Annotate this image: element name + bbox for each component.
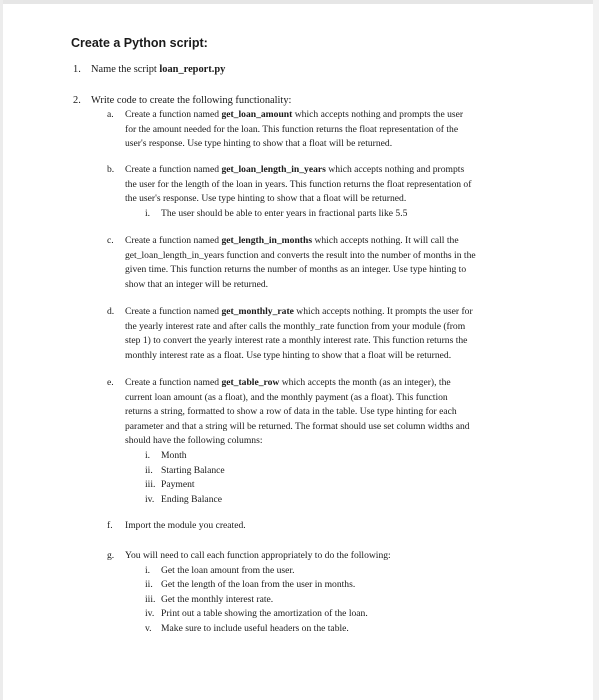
subitem-e [107,376,547,507]
subitem-f-label: f. [107,520,113,531]
subitem-e-roman-iv: iv. Ending Balance [145,493,223,505]
subitem-g-roman-iii: iii. Get the monthly interest rate. [145,593,274,605]
subitem-e-line-2: current loan amount (as a float), and the monthly payment (as a float). This function [125,391,448,403]
subitem-c-text: Create a function named [125,235,222,246]
subitem-c [107,234,547,292]
subitem-a-line-3: user's response. Use type hinting to show that a float will be returned. [125,138,393,150]
subitem-b-text-rest: which accepts nothing and prompts [325,164,465,175]
item-1-number: 1. [73,64,81,75]
item-1-script-name: loan_report.py [159,64,226,75]
subitem-e-roman-i: i. Month [145,449,187,461]
subitem-f [107,519,547,534]
item-1-text: Name the script [91,64,160,75]
subitem-g-roman-ii: ii. Get the length of the loan from the user in months. [145,579,356,591]
subitem-f-text: Import the module you created. [125,520,246,531]
subitem-d-label: d. [107,306,115,317]
document-title: Create a Python script: [71,36,208,50]
subitem-a [107,108,547,152]
item-2-number: 2. [73,95,81,106]
subitem-e-line-5: should have the following columns: [125,435,263,447]
subitem-d-text-rest: which accepts nothing. It prompts the user for [293,306,473,317]
subitem-e-text-rest: which accepts the month (as an integer), the [279,377,451,388]
subitem-c-text-rest: which accepts nothing. It will call the [312,235,459,246]
subitem-b-text: Create a function named [125,164,222,175]
subitem-a-function-name: get_loan_amount [221,109,293,120]
subitem-g-text: You will need to call each function appropriately to do the following: [125,550,391,561]
subitem-e-roman-iii: iii. Payment [145,479,195,491]
subitem-c-label: c. [107,235,114,246]
subitem-d-line-3: step 1) to convert the yearly interest rate a monthly interest rate. This function returns the [125,335,468,347]
subitem-e-text: Create a function named [125,377,222,388]
subitem-e-roman-ii: ii. Starting Balance [145,464,225,476]
subitem-b-function-name: get_loan_length_in_years [221,164,326,175]
subitem-g-label: g. [107,550,115,561]
subitem-b-roman-i: i. The user should be able to enter years in fractional parts like 5.5 [145,207,408,219]
subitem-c-line-3: given time. This function returns the number of months as an integer. Use type hinting to [125,264,467,276]
item-2-text: Write code to create the following functionality: [91,95,292,106]
subitem-d-line-2: the yearly interest rate and after calls the monthly_rate function from your module (from [125,320,466,332]
subitem-c-line-4: show that an integer will be returned. [125,278,269,290]
subitem-g-roman-iv: iv. Print out a table showing the amortization of the loan. [145,608,368,620]
subitem-c-line-2: get_loan_length_in_years function and converts the result into the number of months in the [125,249,476,261]
subitem-a-line-2: for the amount needed for the loan. This function returns the float representation of the [125,123,459,135]
subitem-d-function-name: get_monthly_rate [221,306,294,317]
subitem-g-roman-v: v. Make sure to include useful headers on the table. [145,622,349,634]
subitem-g [107,549,547,637]
subitem-d-line-4: monthly interest rate as a float. Use type hinting to show that a float will be returned. [125,349,452,361]
subitem-a-text-rest: which accepts nothing and prompts the user [292,109,464,120]
subitem-b-line-2: the user for the length of the loan in years. This function returns the float representation of [125,178,472,190]
subitem-e-label: e. [107,377,114,388]
subitem-g-roman-i: i. Get the loan amount from the user. [145,564,295,576]
subitem-e-function-name: get_table_row [221,377,280,388]
subitem-d-text: Create a function named [125,306,222,317]
subitem-a-text: Create a function named [125,109,222,120]
subitem-b [107,163,547,221]
subitem-b-line-3: the user's response. Use type hinting to show that a float will be returned. [125,193,407,205]
subitem-e-line-3: returns a string, formatted to show a row of data in the table. Use type hinting for each [125,406,457,418]
item-2 [73,95,291,106]
subitem-e-line-4: parameter and that a string will be returned. The format should use set column widths and [125,420,470,432]
item-1 [73,64,225,75]
subitem-d [107,305,547,363]
subitem-c-function-name: get_length_in_months [221,235,313,246]
subitem-b-label: b. [107,164,115,175]
subitem-a-label: a. [107,109,114,120]
